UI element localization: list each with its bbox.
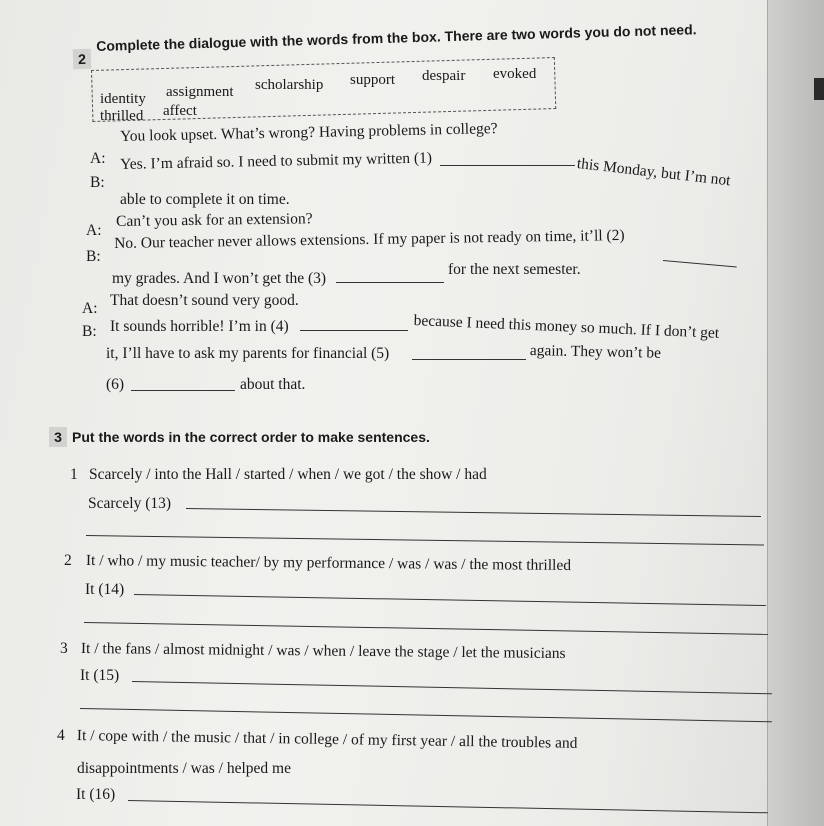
speaker-b: B: [90, 174, 105, 191]
page-tab-marker [814, 78, 824, 100]
item-number: 1 [70, 466, 78, 483]
item-prompt: It / who / my music teacher/ by my performance / was / was / the most thrilled [85, 552, 572, 575]
dialogue-line: this Monday, but I’m not [576, 155, 732, 190]
dialogue-line: it, I’ll have to ask my parents for financial (5) [106, 345, 390, 362]
word-identity: identity [100, 91, 146, 107]
answer-line-14b[interactable] [84, 622, 768, 635]
dialogue-line: No. Our teacher never allows extensions. If my paper is not ready on time, it’ll (2) [114, 226, 625, 252]
next-page-edge [767, 0, 824, 826]
word-thrilled: thrilled [100, 108, 144, 124]
speaker-b: B: [86, 248, 101, 265]
item-prompt: It / cope with / the music / that / in college / of my first year / all the troubles and [76, 727, 578, 752]
dialogue-line: Can’t you ask for an extension? [116, 210, 313, 230]
item-number: 4 [57, 727, 65, 744]
item-sentence-start: It (16) [76, 786, 116, 803]
item-number: 2 [64, 552, 72, 569]
dialogue-line: again. They won’t be [529, 342, 662, 362]
item-sentence-start: It (14) [85, 581, 125, 598]
answer-blank-3[interactable] [336, 282, 444, 283]
dialogue-line: able to complete it on time. [120, 191, 290, 208]
item-number: 3 [60, 640, 68, 657]
dialogue-line: Yes. I’m afraid so. I need to submit my written (1) [120, 149, 433, 173]
item-prompt: It / the fans / almost midnight / was / when / leave the stage / let the musicians [80, 640, 566, 663]
word-assignment: assignment [166, 84, 234, 100]
word-box [91, 57, 556, 122]
answer-blank-1[interactable] [440, 165, 575, 166]
speaker-a: A: [86, 222, 102, 239]
answer-line-15[interactable] [132, 681, 772, 694]
answer-line-16[interactable] [128, 800, 768, 813]
word-scholarship: scholarship [255, 77, 324, 93]
speaker-b: B: [82, 323, 97, 340]
dialogue-line: for the next semester. [448, 261, 581, 278]
dialogue-line: It sounds horrible! I’m in (4) [110, 318, 289, 335]
dialogue-line: (6) [106, 376, 125, 393]
exercise-2-instruction: Complete the dialogue with the words from the box. There are two words you do not need. [96, 21, 697, 54]
word-support: support [350, 72, 395, 88]
dialogue-line: about that. [240, 376, 306, 393]
item-sentence-start: It (15) [80, 667, 120, 684]
dialogue-line: because I need this money so much. If I don’t get [413, 312, 720, 342]
word-despair: despair [422, 68, 466, 84]
answer-line-15b[interactable] [80, 708, 772, 722]
word-affect: affect [163, 103, 197, 119]
item-sentence-start: Scarcely (13) [88, 495, 172, 512]
exercise-2-number: 2 [73, 49, 92, 69]
answer-blank-4[interactable] [300, 330, 408, 331]
speaker-a: A: [90, 150, 106, 167]
word-evoked: evoked [493, 66, 537, 82]
item-prompt: Scarcely / into the Hall / started / when / we got / the show / had [89, 466, 487, 483]
answer-line-13b[interactable] [86, 535, 764, 545]
dialogue-line: my grades. And I won’t get the (3) [112, 270, 327, 287]
answer-line-13[interactable] [186, 508, 761, 517]
answer-line-14[interactable] [134, 594, 766, 606]
dialogue-line: That doesn’t sound very good. [110, 292, 299, 309]
exercise-3-number: 3 [49, 427, 67, 447]
item-prompt-continued: disappointments / was / helped me [77, 760, 291, 777]
dialogue-line: You look upset. What’s wrong? Having problems in college? [120, 120, 498, 145]
answer-blank-5[interactable] [412, 359, 526, 360]
speaker-a: A: [82, 300, 98, 317]
answer-blank-2[interactable] [663, 260, 737, 267]
exercise-3-instruction: Put the words in the correct order to make sentences. [72, 429, 430, 445]
answer-blank-6[interactable] [131, 390, 235, 391]
